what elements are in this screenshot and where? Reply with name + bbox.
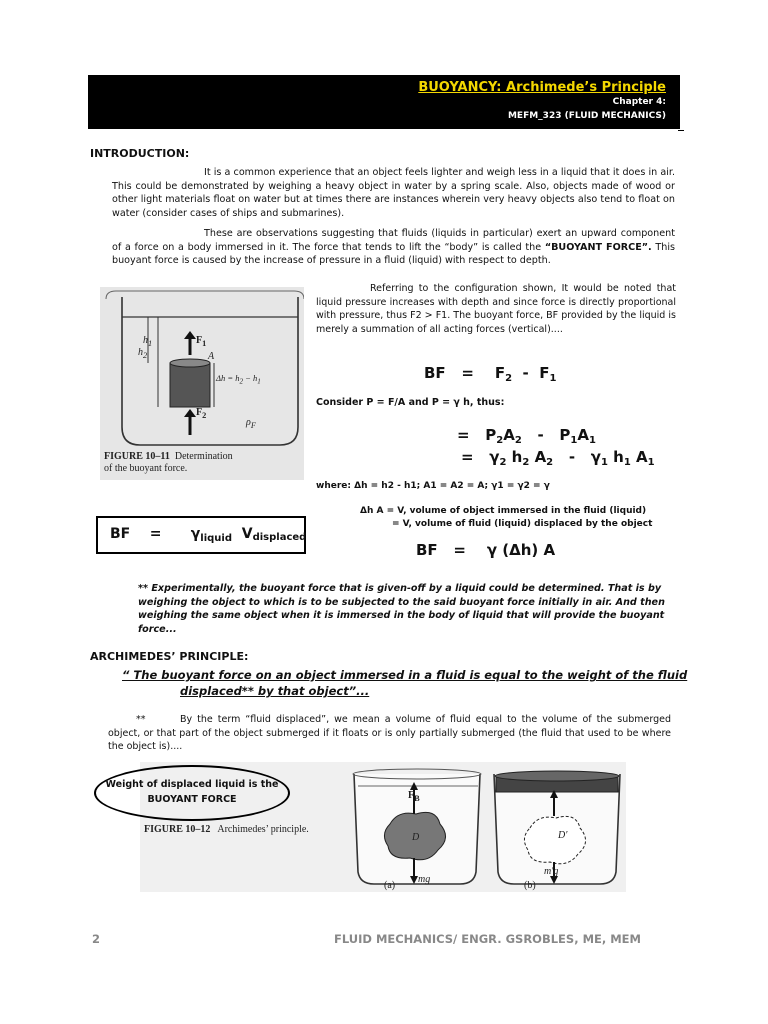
equation-bf-volume: BF = γ (Δh) A: [416, 541, 556, 559]
intro-paragraph-1: [112, 166, 675, 220]
fig11-h2-label: $h_2$: [138, 347, 148, 360]
buoyant-force-callout: [94, 765, 290, 821]
fluid-displaced-note: [108, 713, 671, 754]
chapter-label: Chapter 4:: [612, 97, 666, 107]
where-line: where: Δh = h2 - h1; A1 = A2 = A; γ1 = γ2 = γ: [316, 481, 550, 491]
fluid-displaced-text: By the term “fluid displaced”, we mean a volume of fluid equal to the volume of the submerged object, or that part of the object submerged if it floats or is only partially submerged (the fluid that used to be where the object is)....: [108, 714, 671, 752]
fig11-h1-label: $h_1$: [143, 335, 153, 348]
config-text: Referring to the configuration shown, It would be noted that liquid pressure increases with depth and since force is directly proportional with pressure, thus F2 > F1. The buoyant force, BF provided by the liquid is merely a summation of all acting forces (vertical)....: [316, 283, 676, 335]
buoyant-force-term: “BUOYANT FORCE”.: [544, 241, 652, 253]
callout-line-1: Weight of displaced liquid is the: [105, 779, 279, 790]
fig11-caption: FIGURE 10–11 Determination: [104, 451, 233, 462]
principle-quote-line-1: “ The buoyant force on an object immersed in a fluid is equal to the weight of the fluid: [122, 668, 688, 682]
intro-p1-text: It is a common experience that an object feels lighter and weigh less in a liquid that it does in air. This could be demonstrated by weighing a heavy object in water by a spring scale. Also, objects made of wood or other light materials float on water but at times there are instances wherein very heavy objects also tend to float on water (consider cases of ships and submarines).: [112, 167, 675, 219]
equation-pressure-area: = $P_2A_2$ - $P_1A_1$: [457, 426, 596, 446]
bf-formula: BF = $\gamma_{liquid}$ Vdisplaced: [110, 526, 307, 544]
fig12-fb-label: $F_B$: [408, 790, 420, 803]
fig12-caption: FIGURE 10–12 Archimedes’ principle.: [144, 824, 309, 835]
bf-formula-box: [96, 516, 306, 554]
consider-line: Consider P = F/A and P = γ h, thus:: [316, 397, 505, 408]
experiment-note: [138, 582, 666, 636]
fig11-caption-2: of the buoyant force.: [104, 463, 188, 474]
footer-text: FLUID MECHANICS/ ENGR. GSROBLES, ME, MEM: [334, 932, 641, 946]
fig12-mprime-g-label: m′g: [544, 866, 559, 877]
equation-gamma-height: = $\gamma_2$ $h_2$ $A_2$ - $\gamma_1$ $h_1$ $A_1$: [461, 448, 655, 468]
header-underline: [678, 130, 684, 131]
figure-10-11: [100, 287, 304, 480]
fig12-a-label: (a): [384, 880, 396, 891]
archimedes-heading: ARCHIMEDES’ PRINCIPLE:: [90, 650, 249, 663]
note-marker: **: [136, 714, 146, 725]
fig12-mg-label: mg: [418, 874, 431, 885]
fig11-f1-label: $F_1$: [196, 335, 207, 348]
intro-p2-text: These are observations suggesting that fluids (liquids in particular) exert an upward component of a force on a body immersed in it. The force that tends to lift the “body” is called the: [112, 228, 675, 253]
page-number: 2: [92, 932, 101, 946]
fig12-d-label: D: [412, 832, 420, 843]
fig12-dprime-label: D′: [558, 830, 568, 841]
config-paragraph: [316, 282, 676, 336]
equation-bf-forces: BF = $F_2 - F_1$: [424, 364, 557, 384]
fig11-a-label: A: [208, 351, 215, 362]
intro-heading: INTRODUCTION:: [90, 147, 190, 160]
course-label: MEFM_323 (FLUID MECHANICS): [507, 111, 666, 121]
header-banner: [88, 75, 680, 129]
page-title: BUOYANCY: Archimede’s Principle: [418, 80, 666, 95]
fig11-f2-label: $F_2$: [196, 407, 207, 420]
intro-p2-end: This buoyant force is caused by the increase of pressure in a fluid (liquid) with respect to depth.: [112, 241, 676, 266]
experiment-note-text: ** Experimentally, the buoyant force that is given-off by a liquid could be determined. That is by weighing the object to which is to be subjected to the said buoyant force initially in air. And then weighing the same object when it is immersed in the body of liquid that will provide the buoyant force...: [138, 583, 665, 635]
fig12-b-label: (b): [524, 880, 536, 891]
principle-quote-line-2: displaced** by that object”...: [180, 684, 370, 698]
delta-volume-line-1: Δh A = V, volume of object immersed in the fluid (liquid): [360, 506, 647, 516]
fig11-dh-label: $\Delta h = h_2 - h_1$: [216, 373, 261, 386]
fig11-rho-label: $\rho_F$: [246, 417, 256, 430]
intro-paragraph-2: [112, 227, 675, 268]
callout-line-2: BUOYANT FORCE: [147, 794, 237, 805]
delta-volume-line-2: = V, volume of fluid (liquid) displaced by the object: [392, 519, 653, 529]
